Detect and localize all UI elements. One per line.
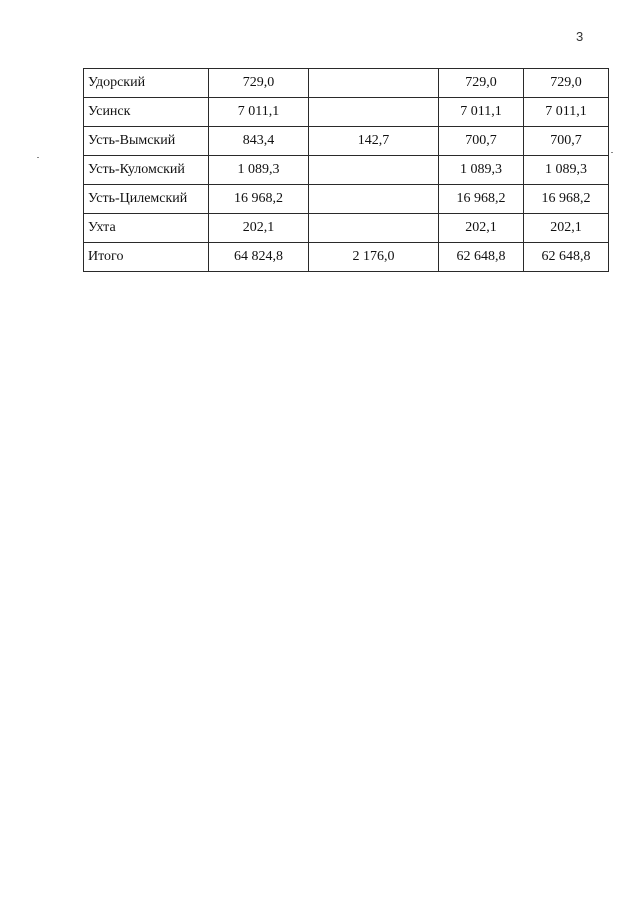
column-4-amount: 729,0 [439,69,524,98]
table-row [84,98,609,127]
total-amount: 843,4 [209,127,309,156]
column-3-amount [309,98,439,127]
municipality-name: Усть-Куломский [84,156,209,185]
budget-table-body [84,69,609,272]
municipality-name: Удорский [84,69,209,98]
table-row [84,214,609,243]
table-row [84,127,609,156]
column-3-amount [309,156,439,185]
column-3-amount [309,214,439,243]
table-row [84,185,609,214]
column-4-amount: 62 648,8 [439,243,524,272]
page-number: 3 [576,29,584,44]
column-3-amount: 2 176,0 [309,243,439,272]
column-3-amount [309,69,439,98]
table-row [84,156,609,185]
column-4-amount: 7 011,1 [439,98,524,127]
budget-table [83,68,609,272]
total-amount: 202,1 [209,214,309,243]
total-amount: 7 011,1 [209,98,309,127]
total-amount: 729,0 [209,69,309,98]
column-4-amount: 16 968,2 [439,185,524,214]
column-5-amount: 1 089,3 [524,156,609,185]
total-amount: 1 089,3 [209,156,309,185]
column-3-amount [309,185,439,214]
column-5-amount: 7 011,1 [524,98,609,127]
column-4-amount: 1 089,3 [439,156,524,185]
column-5-amount: 202,1 [524,214,609,243]
total-amount: 64 824,8 [209,243,309,272]
table-row [84,69,609,98]
scan-speck [37,157,39,158]
column-4-amount: 700,7 [439,127,524,156]
column-5-amount: 729,0 [524,69,609,98]
column-5-amount: 62 648,8 [524,243,609,272]
municipality-name: Усть-Вымский [84,127,209,156]
column-5-amount: 700,7 [524,127,609,156]
municipality-name: Усинск [84,98,209,127]
municipality-name: Усть-Цилемский [84,185,209,214]
municipality-name: Ухта [84,214,209,243]
total-amount: 16 968,2 [209,185,309,214]
total-row-label: Итого [84,243,209,272]
column-4-amount: 202,1 [439,214,524,243]
column-5-amount: 16 968,2 [524,185,609,214]
table-row-total [84,243,609,272]
scan-speck [611,152,613,153]
column-3-amount: 142,7 [309,127,439,156]
